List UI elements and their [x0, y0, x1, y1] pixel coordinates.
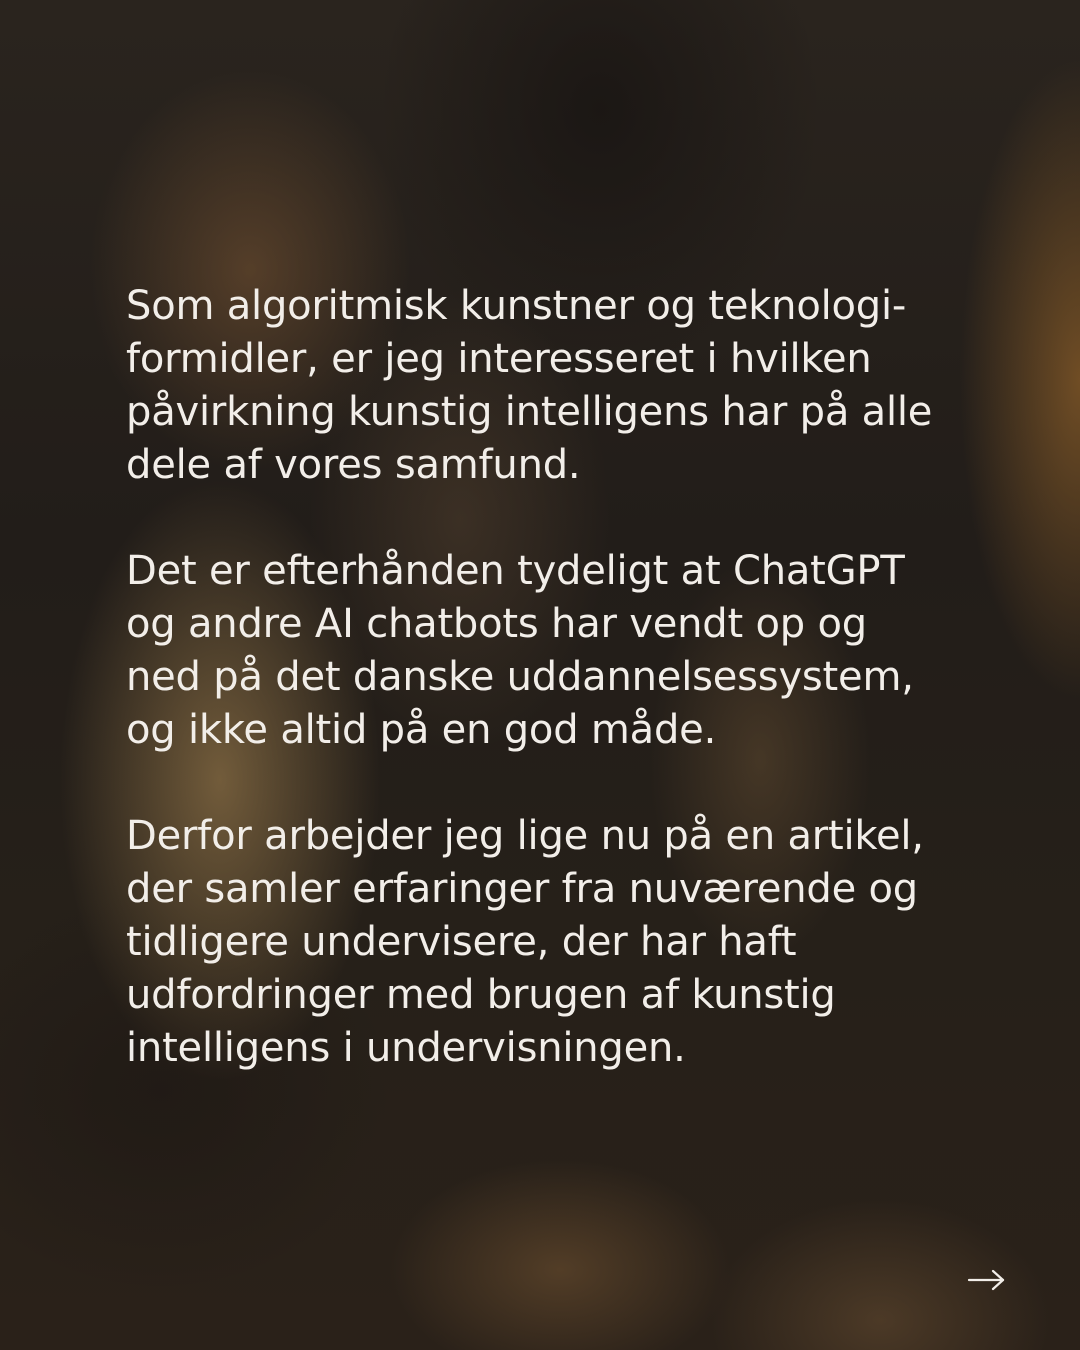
paragraph-line: udfordringer med brugen af kunstig [126, 972, 836, 1018]
arrow-right-icon[interactable] [966, 1265, 1006, 1295]
paragraph-line: påvirkning kunstig intelligens har på alle [126, 389, 933, 435]
paragraph-intro [126, 280, 966, 492]
paragraph-line: intelligens i undervisningen. [126, 1025, 686, 1071]
paragraph-article [126, 810, 966, 1075]
paragraph-line: og andre AI chatbots har vendt op og [126, 601, 867, 647]
text-content [126, 280, 966, 1128]
paragraph-line: dele af vores samfund. [126, 442, 581, 488]
paragraph-line: og ikke altid på en god måde. [126, 707, 717, 753]
paragraph-chatgpt [126, 545, 966, 757]
paragraph-line: ned på det danske uddannelsessystem, [126, 654, 914, 700]
paragraph-line: tidligere undervisere, der har haft [126, 919, 797, 965]
paragraph-line: der samler erfaringer fra nuværende og [126, 866, 918, 912]
paragraph-line: Det er efterhånden tydeligt at ChatGPT [126, 548, 905, 594]
paragraph-line: Som algoritmisk kunstner og teknologi- [126, 283, 907, 329]
paragraph-line: formidler, er jeg interesseret i hvilken [126, 336, 872, 382]
paragraph-line: Derfor arbejder jeg lige nu på en artikel, [126, 813, 924, 859]
